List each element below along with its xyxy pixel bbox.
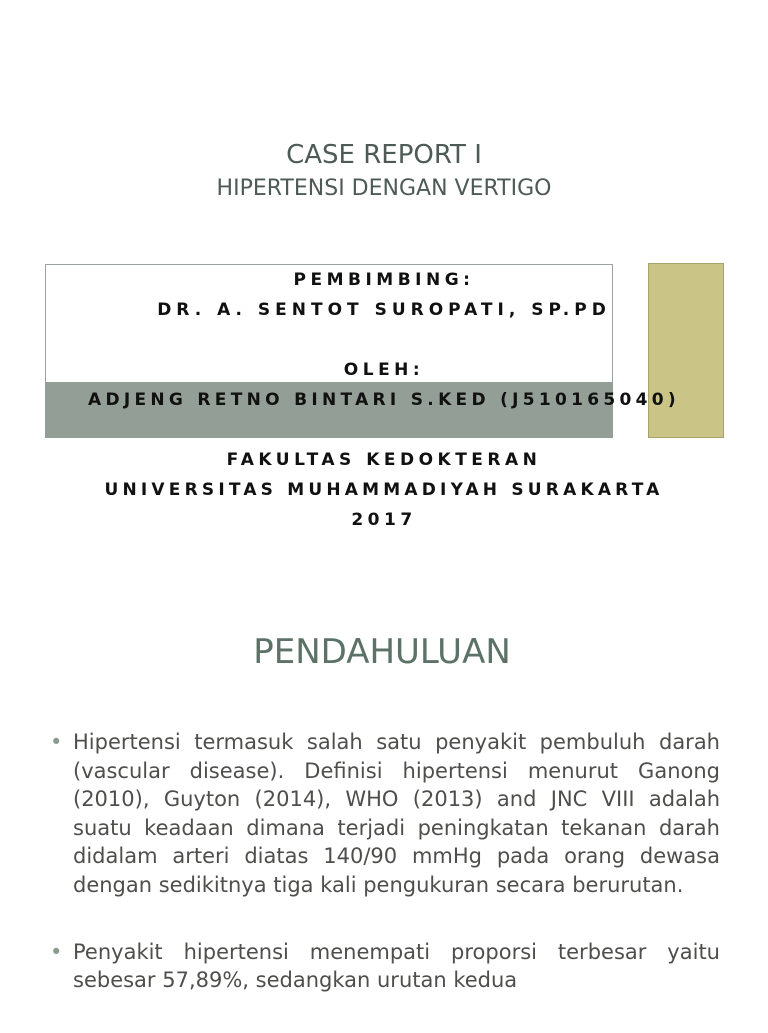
list-item [48, 728, 720, 900]
bullet-text: Penyakit hipertensi menempati proporsi terbesar yaitu sebesar 57,89%, sedangkan urutan kedua [73, 939, 720, 993]
slide-title: CASE REPORT I [286, 140, 482, 170]
bullet-icon: • [50, 939, 63, 964]
faculty-name: FAKULTAS KEDOKTERAN [226, 450, 542, 470]
slide-subtitle: HIPERTENSI DENGAN VERTIGO [216, 176, 552, 201]
pembimbing-name: DR. A. SENTOT SUROPATI, SP.PD [157, 300, 611, 320]
report-year: 2017 [351, 510, 417, 530]
oleh-label: OLEH: [343, 360, 425, 380]
list-item [48, 938, 720, 995]
bullet-text: Hipertensi termasuk salah satu penyakit pembuluh darah (vascular disease). Definisi hipertensi menurut Ganong (2010), Guyton (2014), WHO (2013) and JNC VIII adalah suatu keadaan dimana terjadi peningkatan tekanan darah didalam arteri diatas 140/90 mmHg pada orang dewasa dengan sedikitnya tiga kali pengukuran secara berurutan. [73, 730, 720, 897]
pembimbing-label: PEMBIMBING: [293, 270, 475, 290]
university-name: UNIVERSITAS MUHAMMADIYAH SURAKARTA [104, 480, 664, 500]
bullet-list [48, 728, 720, 1033]
section-title: PENDAHULUAN [253, 632, 511, 672]
author-name: ADJENG RETNO BINTARI S.KED (J510165040) [87, 390, 681, 410]
bullet-icon: • [50, 730, 63, 754]
